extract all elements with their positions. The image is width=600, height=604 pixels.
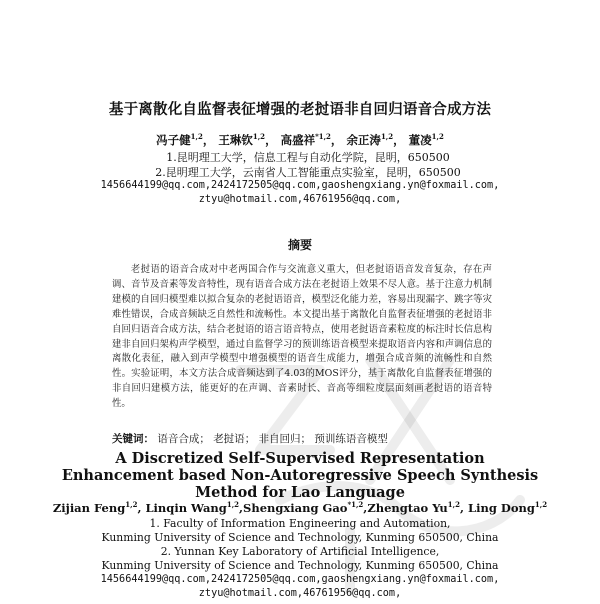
- abstract-body: 老挝语的语音合成对中老两国合作与交流意义重大，但老挝语语音发音复杂，存在声调、音节及音素等发音特性，现有语音合成方法在老挝语上效果不尽人意。基于注意力机制建模的自回归模型难以拟合复杂的老挝语语音，模型泛化能力差，容易出现漏字、跳字等灾难性错误，合成音频缺乏自然性和流畅性。本文提出基于离散化自监督表征增强的老挝语非自回归语音合成方法，结合老挝语的语言语音特点，使用老挝语音素粒度的标注时长信息构建非自回归架构声学模型，通过自监督学习的预训练语音模型来提取语音内容和声调信息的离散化表征，融入到声学模型中增强模型的语音生成能力，增强合成音频的流畅性和自然性。实验证明，本文方法合成音频达到了4.03的MOS评分，基于离散化自监督表征增强的非自回归建模方法，能更好的在声调、音素时长、音高等细粒度层面刻画老挝语的语音特性。: [112, 264, 492, 410]
- keyword-separator: ；: [300, 433, 312, 445]
- english-authors: Zijian Feng$^{1,2}$, Linqin Wang$^{1,2}$,Shengxiang Gao$^{*1,2}$,Zhengtao Yu$^{1,2}$, Ling Dong$^{1,2}$: [52, 500, 548, 515]
- author-name: 王琳钦: [218, 133, 253, 147]
- author-affil: *1,2: [347, 500, 364, 510]
- author-affil: 1,2: [447, 500, 460, 510]
- chinese-authors: 冯子健$^{1,2}$， 王琳钦$^{1,2}$， 高盛祥$^{*1,2}$， 余正涛$^{1,2}$， 董凌$^{1,2}$: [156, 132, 444, 147]
- author-name: 董凌: [408, 133, 432, 147]
- author-name: Linqin Wang: [145, 501, 227, 515]
- keyword-separator: ；: [199, 433, 210, 445]
- keyword: 非自回归: [258, 433, 301, 445]
- english-title-line-1: A Discretized Self-Supervised Representation: [115, 450, 485, 467]
- author-name: 余正涛: [346, 133, 381, 147]
- author-name: Zijian Feng: [52, 501, 126, 515]
- chinese-affiliation-1: 1.昆明理工大学，信息工程与自动化学院，昆明，650500: [166, 151, 450, 164]
- author-affil: 1,2: [534, 500, 548, 510]
- author-affil: 1,2: [190, 132, 203, 142]
- chinese-title: 基于离散化自监督表征增强的老挝语非自回归语音合成方法: [108, 101, 492, 118]
- author-affil: *1,2: [315, 132, 331, 142]
- abstract-heading: 摘要: [287, 238, 312, 252]
- english-affiliation-2a: 2. Yunnan Key Laboratory of Artificial Intelligence,: [160, 545, 440, 558]
- author-name: Shengxiang Gao: [243, 501, 348, 515]
- chinese-emails-line-1: 1456644199@qq.com,2424172505@qq.com,gaoshengxiang.yn@foxmail.com,: [100, 180, 500, 191]
- english-emails-line-1: 1456644199@qq.com,2424172505@qq.com,gaoshengxiang.yn@foxmail.com,: [100, 574, 500, 585]
- author-affil: 1,2: [380, 132, 394, 142]
- english-affiliation-1a: 1. Faculty of Information Engineering and Automation,: [149, 517, 451, 530]
- chinese-emails-line-2: ztyu@hotmail.com,46761956@qq.com,: [198, 194, 402, 205]
- author-affil: 1,2: [252, 132, 266, 142]
- author-name: Ling Dong: [468, 501, 535, 515]
- author-name: Zhengtao Yu: [367, 501, 448, 515]
- author-affil: 1,2: [125, 500, 138, 510]
- english-affiliation-2b: Kunming University of Science and Technology, Kunming 650500, China: [101, 559, 499, 572]
- english-emails-line-2: ztyu@hotmail.com,46761956@qq.com,: [198, 588, 402, 599]
- english-title-line-2: Enhancement based Non-Autoregressive Speech Synthesis: [61, 467, 539, 484]
- keywords-line: [112, 431, 388, 446]
- keyword: 老挝语: [213, 433, 245, 445]
- author-affil: 1,2: [431, 132, 444, 142]
- english-title-line-3: Method for Lao Language: [195, 484, 405, 501]
- author-name: 高盛祥: [280, 133, 316, 147]
- author-name: 冯子健: [156, 133, 191, 147]
- chinese-affiliation-2: 2.昆明理工大学，云南省人工智能重点实验室，昆明，650500: [155, 166, 461, 179]
- keyword: 预训练语音模型: [314, 433, 388, 445]
- author-affil: 1,2: [226, 500, 240, 510]
- keyword: 语音合成: [157, 433, 200, 445]
- keywords-label: 关键词：: [112, 433, 154, 445]
- english-affiliation-1b: Kunming University of Science and Technology, Kunming 650500, China: [101, 531, 499, 544]
- keyword-separator: ；: [244, 433, 256, 445]
